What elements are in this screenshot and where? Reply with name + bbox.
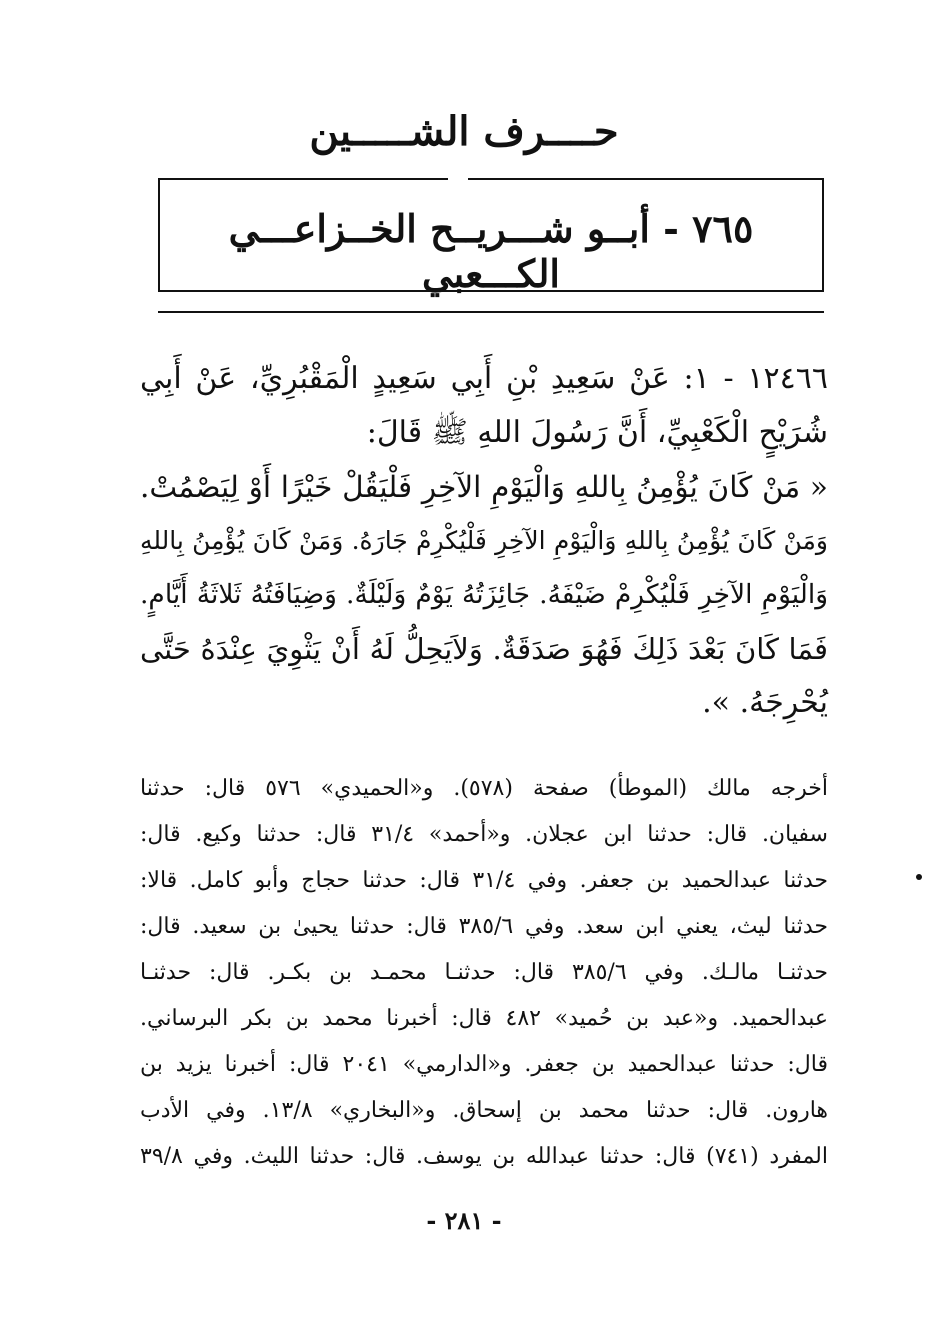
takhrij-line: هارون. قال: حدثنا محمد بن إسحاق. و«البخاري» ١٣/٨. وفي الأدب — [140, 1098, 829, 1123]
takhrij-text — [140, 766, 828, 1180]
takhrij-line: أخرجه مالك (الموطأ) صفحة (٥٧٨). و«الحميدي» ٥٧٦ قال: حدثنا — [140, 776, 828, 801]
takhrij-line: حدثنا ليث، يعني ابن سعد. وفي ٣٨٥/٦ قال: حدثنا يحيىٰ بن سعيد. قال: — [140, 914, 828, 939]
chapter-title: حــــرف الشـــــين — [309, 108, 619, 155]
page-number: - ٢٨١ - — [426, 1206, 502, 1235]
margin-mark — [916, 874, 922, 880]
takhrij-line: المفرد (٧٤١) قال: حدثنا عبدالله بن يوسف. قال: حدثنا الليث. وفي ٣٩/٨ — [140, 1144, 828, 1169]
takhrij-line: حدثنا عبدالحميد بن جعفر. وفي ٣١/٤ قال: حدثنا حجاج وأبو كامل. قالا: — [140, 868, 828, 893]
hadith-line: ١٢٤٦٦ - ١: عَنْ سَعِيدِ بْنِ أَبِي سَعِيدٍ الْمَقْبُرِيِّ، عَنْ أَبِي — [140, 361, 828, 396]
title-underline-rule — [158, 311, 824, 313]
hadith-line: شُرَيْحٍ الْكَعْبِيِّ، أَنَّ رَسُولَ اللهِ ﷺ قَالَ: — [366, 415, 828, 450]
title-box-ornament-gap — [448, 173, 468, 183]
section-title: ٧٦٥ - أبــو شـــريــح الخــزاعـــي الكـــعبي — [228, 206, 754, 296]
hadith-line: فَمَا كَانَ بَعْدَ ذَلِكَ فَهُوَ صَدَقَةٌ. وَلاَيَحِلُّ لَهُ أَنْ يَثْوِيَ عِنْدَهُ حَتَّى — [140, 632, 828, 666]
section-title-box — [158, 178, 824, 296]
takhrij-line: سفيان. قال: حدثنا ابن عجلان. و«أحمد» ٣١/٤ قال: حدثنا وكيع. قال: — [140, 822, 828, 847]
hadith-line: وَمَنْ كَانَ يُؤْمِنُ بِاللهِ وَالْيَوْمِ الآخِرِ فَلْيُكْرِمْ جَارَهُ. وَمَنْ كَانَ يُؤْمِنُ بِاللهِ — [140, 526, 828, 555]
takhrij-line: عبدالحميد. و«عبد بن حُميد» ٤٨٢ قال: أخبرنا محمد بن بكر البرساني. — [140, 1006, 829, 1031]
takhrij-line: قال: حدثنا عبدالحميد بن جعفر. و«الدارمي» ٢٠٤١ قال: أخبرنا يزيد بن — [140, 1052, 829, 1077]
hadith-line: وَالْيَوْمِ الآخِرِ فَلْيُكْرِمْ ضَيْفَهُ. جَائِزَتُهُ يَوْمٌ وَلَيْلَةٌ. وَضِيَافَتُهُ ثَلاثَةُ أَيَّامٍ. — [140, 579, 828, 610]
takhrij-line: حدثنـا مالـك. وفي ٣٨٥/٦ قال: حدثنـا محمـد بن بكـر. قال: حدثنـا — [140, 960, 828, 985]
hadith-line: يُحْرِجَهُ. ». — [702, 685, 828, 720]
hadith-text — [140, 352, 828, 730]
hadith-line: « مَنْ كَانَ يُؤْمِنُ بِاللهِ وَالْيَوْمِ الآخِرِ فَلْيَقُلْ خَيْرًا أَوْ لِيَصْمُتْ. — [140, 470, 828, 504]
